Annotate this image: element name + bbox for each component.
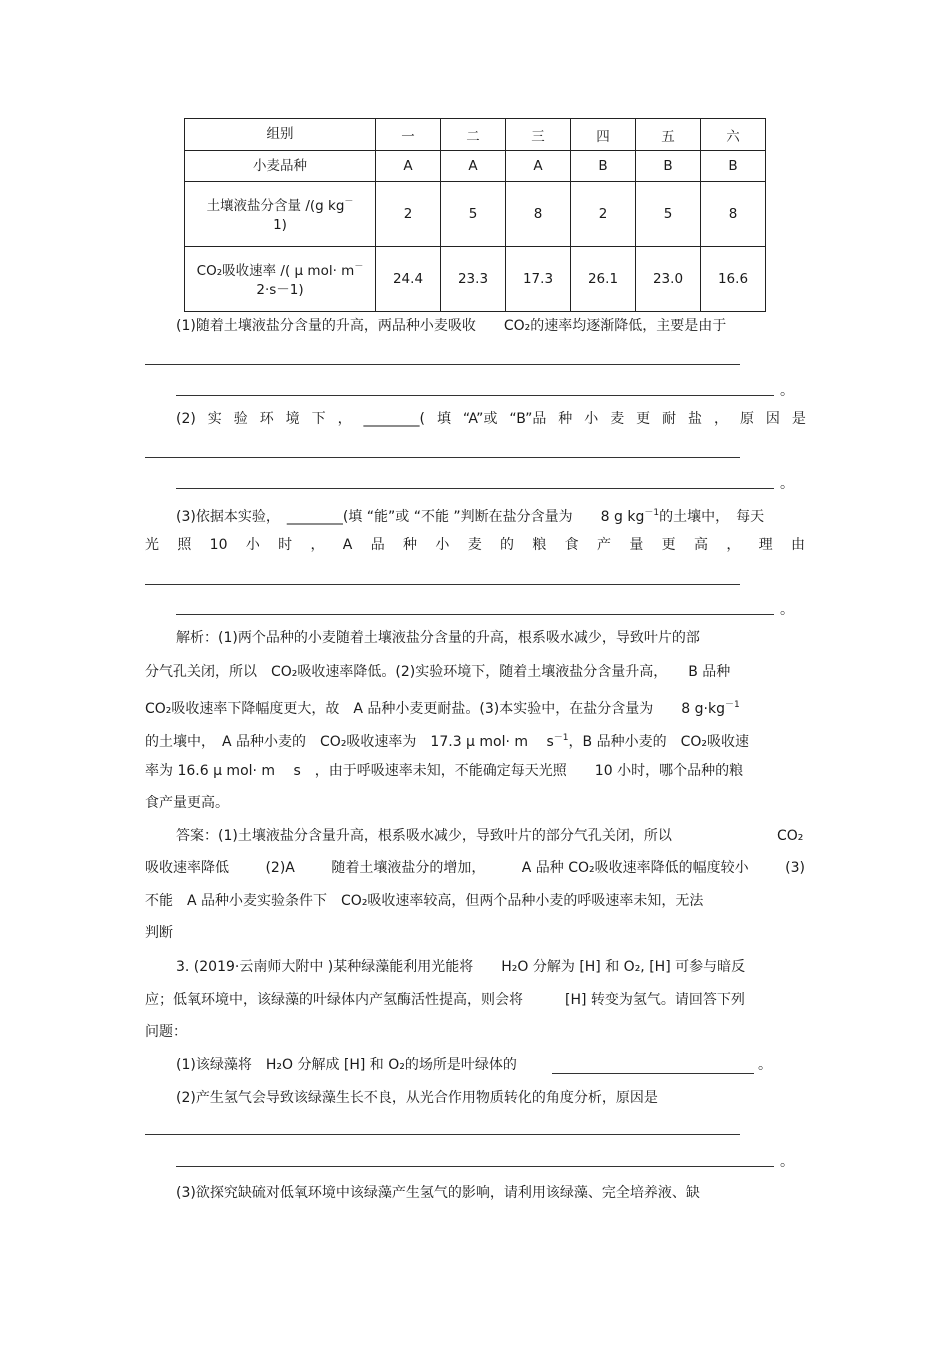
q3-part: 麦 <box>467 537 482 553</box>
table-row-variety <box>185 151 766 182</box>
q2-part: 环 <box>259 411 274 427</box>
table-cell: 16.6 <box>701 246 766 311</box>
analysis-line <box>145 695 740 719</box>
q3-part: 量 <box>629 537 644 553</box>
table-cell: 26.1 <box>571 246 636 311</box>
table-cell: 8 <box>701 182 766 246</box>
table-cell: 5 <box>441 182 506 246</box>
answer-blank-line[interactable] <box>176 614 774 615</box>
answer-part: 随着土壤液盐分的增加， <box>331 860 486 876</box>
q2-part: ， <box>714 411 728 427</box>
problem-3-line: 应；低氧环境中，该绿藻的叶绿体内产氢酶活性提高，则会将 [H] 转变为氢气。请回答下列 <box>145 992 745 1008</box>
q2-part: “A”或 <box>462 411 498 427</box>
analysis-line: 食产量更高。 <box>145 795 229 811</box>
sub-question-3: (3)欲探究缺硫对低氧环境中该绿藻产生氢气的影响，请利用该绿藻、完全培养液、缺 <box>176 1185 700 1201</box>
q3-part: ， <box>310 537 325 553</box>
answer-line: 不能 A 品种小麦实验条件下 CO₂吸收速率较高，但两个品种小麦的呼吸速率未知，无法 <box>145 893 704 909</box>
table-cell: 17.3 <box>506 246 571 311</box>
sub-question-2-end: 。 <box>780 1154 794 1170</box>
table-cell: A <box>506 151 571 182</box>
answer-line-right: CO₂ <box>777 828 804 844</box>
table-row-label: 小麦品种 <box>185 151 376 182</box>
table-header-cell: 三 <box>506 119 571 151</box>
q2-part: 种 <box>558 411 573 427</box>
q2-part: 耐 <box>662 411 677 427</box>
q3-part: 品 <box>370 537 385 553</box>
q3-part: 光 <box>145 537 159 553</box>
q2-part: 麦 <box>610 411 625 427</box>
analysis-text: ，B 品种小麦的 CO₂吸收速 <box>568 734 749 750</box>
table-header-cell: 二 <box>441 119 506 151</box>
table-cell: 2 <box>571 182 636 246</box>
answer-part: (3) <box>785 860 805 876</box>
analysis-text: CO₂吸收速率下降幅度更大，故 A 品种小麦更耐盐。(3)本实验中，在盐分含量为 8 g·kg <box>145 701 725 717</box>
question-2-text <box>176 409 806 429</box>
table-row-label <box>185 182 376 246</box>
question-1-text: (1)随着土壤液盐分含量的升高，两品种小麦吸收 CO₂的速率均逐渐降低，主要是由于 <box>176 318 727 334</box>
question-3-line1 <box>176 503 764 527</box>
q2-part: ， <box>337 411 352 427</box>
answer-line: 判断 <box>145 925 173 941</box>
q3-part: 食 <box>564 537 579 553</box>
q3-line1-tail: 的土壤中， 每天 <box>659 509 765 525</box>
q2-part: (2) <box>176 411 196 427</box>
answer-blank-line[interactable] <box>145 1134 740 1135</box>
table-header-cell: 六 <box>701 119 766 151</box>
table-header-cell: 组别 <box>185 119 376 151</box>
analysis-sup: －1 <box>724 700 740 710</box>
table-header-cell: 一 <box>376 119 441 151</box>
question-2-end: 。 <box>780 476 794 492</box>
q2-part: 验 <box>233 411 248 427</box>
table-cell: B <box>636 151 701 182</box>
problem-3-line: 问题： <box>145 1024 187 1040</box>
table-header-cell: 五 <box>636 119 701 151</box>
q2-part: “B”品 <box>509 411 547 427</box>
q2-part: 下 <box>311 411 326 427</box>
analysis-sup: －1 <box>553 733 569 743</box>
table-cell: 24.4 <box>376 246 441 311</box>
answer-blank-line[interactable] <box>145 457 740 458</box>
q3-part: 更 <box>661 537 676 553</box>
table-cell: B <box>571 151 636 182</box>
q2-part: ________( <box>363 411 425 427</box>
q3-part: A <box>342 537 353 553</box>
analysis-line: 分气孔关闭，所以 CO₂吸收速率降低。(2)实验环境下，随着土壤液盐分含量升高， B 品种 <box>145 664 731 680</box>
q2-part: 填 <box>436 411 451 427</box>
analysis-line: 率为 16.6 μ mol· m s ，由于呼吸速率未知，不能确定每天光照 10 小时，哪个品种的粮 <box>145 763 744 779</box>
analysis-line: 解析：(1)两个品种的小麦随着土壤液盐分含量的升高，根系吸水减少，导致叶片的部 <box>176 630 700 646</box>
answer-blank-line[interactable] <box>176 395 774 396</box>
problem-3-line: 3. (2019·云南师大附中 )某种绿藻能利用光能将 H₂O 分解为 [H] 和 O₂, [H] 可参与暗反 <box>176 959 746 975</box>
sub-question-1: (1)该绿藻将 H₂O 分解成 [H] 和 O₂的场所是叶绿体的 <box>176 1057 517 1073</box>
salt-label-text: 土壤液盐分含量 /(g kg <box>206 197 345 214</box>
q2-part: 境 <box>285 411 300 427</box>
table-cell: 2 <box>376 182 441 246</box>
table-row-label <box>185 246 376 311</box>
co2-label-line2: 2·s－1) <box>256 281 304 298</box>
question-1-end: 。 <box>780 383 794 399</box>
question-3-end: 。 <box>780 602 794 618</box>
salt-label-sup: － <box>344 196 354 207</box>
q2-part: 是 <box>791 411 806 427</box>
q3-part: 照 <box>177 537 192 553</box>
table-cell: B <box>701 151 766 182</box>
analysis-text: 的土壤中， A 品种小麦的 CO₂吸收速率为 17.3 μ mol· m s <box>145 734 554 750</box>
salt-label-line2: 1) <box>273 216 287 233</box>
q3-part: ， <box>726 537 741 553</box>
answer-blank-line[interactable] <box>176 1166 774 1167</box>
table-header-row <box>185 119 766 151</box>
q3-part: 粮 <box>532 537 547 553</box>
answer-blank-line[interactable] <box>552 1073 754 1074</box>
q3-part: 10 <box>209 537 228 553</box>
q2-part: 原 <box>739 411 754 427</box>
sub-question-1-end: 。 <box>758 1057 772 1073</box>
answer-blank-line[interactable] <box>176 488 774 489</box>
table-row-co2 <box>185 246 766 311</box>
answer-line: 答案：(1)土壤液盐分含量升高，根系吸水减少，导致叶片的部分气孔关闭，所以 <box>176 828 672 844</box>
q3-line1-sup: －1 <box>644 508 660 518</box>
analysis-line <box>145 728 749 752</box>
q3-part: 产 <box>597 537 611 553</box>
table-cell: 23.3 <box>441 246 506 311</box>
q3-line1-text: (3)依据本实验， ________(填 “能”或 “不能 ”判断在盐分含量为 8 g kg <box>176 509 645 525</box>
table-cell: 23.0 <box>636 246 701 311</box>
table-cell: A <box>441 151 506 182</box>
q2-part: 小 <box>584 411 599 427</box>
table-header-cell: 四 <box>571 119 636 151</box>
co2-label-sup: － <box>354 261 364 272</box>
table-cell: 5 <box>636 182 701 246</box>
table-cell: 8 <box>506 182 571 246</box>
answer-line <box>145 858 805 878</box>
q3-part: 由 <box>790 537 805 553</box>
answer-part: (2)A <box>265 860 295 876</box>
table-row-salt <box>185 182 766 246</box>
q2-part: 盐 <box>688 411 703 427</box>
q3-part: 种 <box>403 537 418 553</box>
question-3-line2 <box>145 535 805 555</box>
q2-part: 因 <box>765 411 780 427</box>
q2-part: 更 <box>636 411 651 427</box>
q3-part: 的 <box>500 537 515 553</box>
answer-part: 吸收速率降低 <box>145 860 229 876</box>
q3-part: 高 <box>693 537 708 553</box>
answer-blank-line[interactable] <box>145 584 740 585</box>
data-table <box>184 118 766 312</box>
q2-part: 实 <box>207 411 222 427</box>
answer-part: A 品种 CO₂吸收速率降低的幅度较小 <box>521 860 749 876</box>
q3-part: 时 <box>278 537 293 553</box>
sub-question-2: (2)产生氢气会导致该绿藻生长不良，从光合作用物质转化的角度分析，原因是 <box>176 1090 658 1106</box>
q3-part: 理 <box>758 537 773 553</box>
answer-blank-line[interactable] <box>145 364 740 365</box>
table-cell: A <box>376 151 441 182</box>
co2-label-text: CO₂吸收速率 /( μ mol· m <box>196 262 355 279</box>
q3-part: 小 <box>245 537 260 553</box>
q3-part: 小 <box>435 537 450 553</box>
